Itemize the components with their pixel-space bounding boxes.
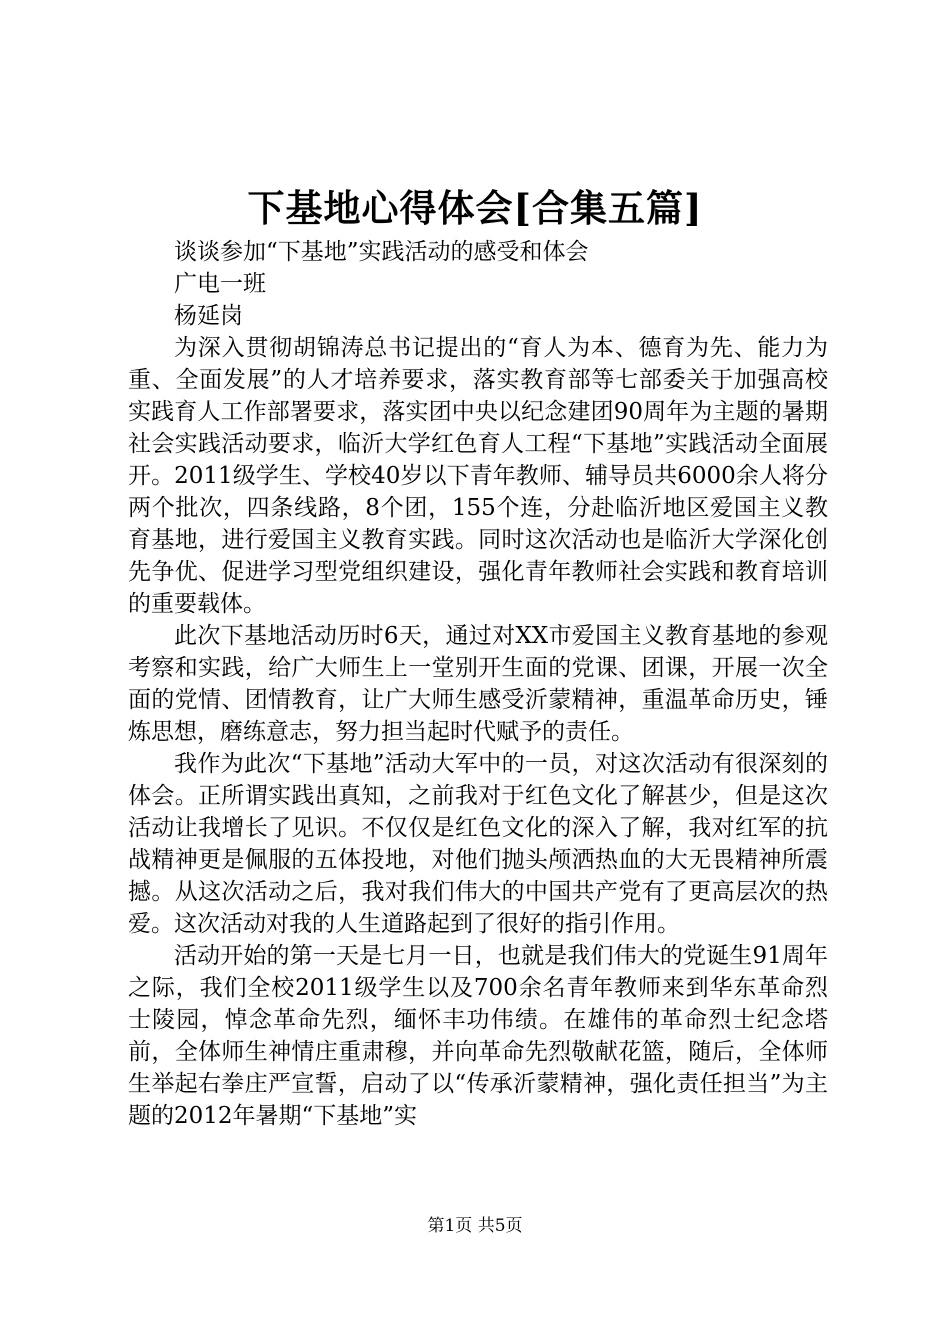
author-name: 杨延岗 xyxy=(174,303,243,329)
body-paragraph: 为深入贯彻胡锦涛总书记提出的“育人为本、德育为先、能力为重、全面发展”的人才培养要求，落实教育部等七部委关于加强高校实践育人工作部署要求，落实团中央以纪念建团90周年为主题的暑期社会实践活动要求，临沂大学红色育人工程“下基地”实践活动全面展开。2011级学生、学校40岁以下青年教师、辅导员共6000余人将分两个批次，四条线路，8个团，155个连，分赴临沂地区爱国主义教育基地，进行爱国主义教育实践。同时这次活动也是临沂大学深化创先争优、促进学习型党组织建设，强化青年教师社会实践和教育培训的重要载体。 xyxy=(128,335,828,617)
body-paragraph: 我作为此次“下基地”活动大军中的一员，对这次活动有很深刻的体会。正所谓实践出真知，之前我对于红色文化了解甚少，但是这次活动让我增长了见识。不仅仅是红色文化的深入了解，我对红军的抗战精神更是佩服的五体投地，对他们抛头颅洒热血的大无畏精神所震撼。从这次活动之后，我对我们伟大的中国共产党有了更高层次的热爱。这次活动对我的人生道路起到了很好的指引作用。 xyxy=(128,751,828,937)
page-footer: 第1页 共5页 xyxy=(427,1216,523,1236)
document-body xyxy=(128,236,828,1132)
class-name: 广电一班 xyxy=(174,271,266,297)
document-title: 下基地心得体会[合集五篇] xyxy=(247,186,703,230)
body-paragraph: 活动开始的第一天是七月一日，也就是我们伟大的党诞生91周年之际，我们全校2011级学生以及700余名青年教师来到华东革命烈士陵园，悼念革命先烈，缅怀丰功伟绩。在雄伟的革命烈士纪念塔前，全体师生神情庄重肃穆，并向革命先烈敬献花篮，随后，全体师生举起右拳庄严宣誓，启动了以“传承沂蒙精神，强化责任担当”为主题的2012年暑期“下基地”实 xyxy=(128,943,828,1129)
document-subtitle: 谈谈参加“下基地”实践活动的感受和体会 xyxy=(174,239,589,265)
body-paragraph: 此次下基地活动历时6天，通过对XX市爱国主义教育基地的参观考察和实践，给广大师生上一堂别开生面的党课、团课，开展一次全面的党情、团情教育，让广大师生感受沂蒙精神，重温革命历史，锤炼思想，磨练意志，努力担当起时代赋予的责任。 xyxy=(128,623,828,745)
